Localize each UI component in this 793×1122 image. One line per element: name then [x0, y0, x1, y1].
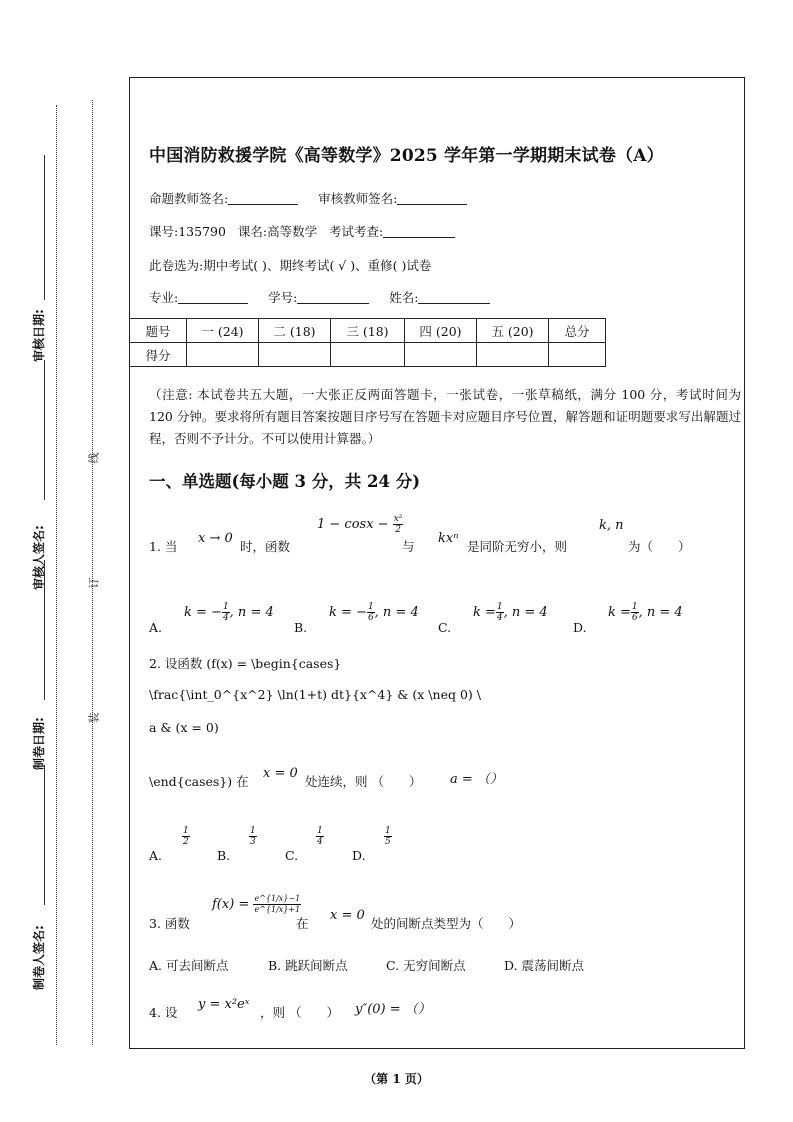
q1-option-k: k = − [329, 605, 367, 620]
score-cell[interactable] [259, 343, 331, 367]
student-id-field[interactable] [297, 291, 369, 304]
binding-char-line: 线 [87, 452, 101, 464]
page-footer: （第 1 页） [364, 1072, 429, 1086]
q1-option-den: 4 [222, 613, 229, 623]
score-header: 五 (20) [477, 319, 549, 343]
q1-option-den: 4 [496, 613, 503, 623]
q2-a-eq: a = （） [450, 772, 503, 787]
binding-char-bind: 装 [87, 712, 101, 724]
q3-option[interactable]: D. 震荡间断点 [504, 958, 585, 973]
q1-g: kxⁿ [438, 531, 459, 546]
q3-frac-den: e^{1/x}+1 [254, 905, 301, 914]
q1-option-den: 6 [631, 613, 638, 623]
header-line-student [149, 288, 490, 306]
exam-notice: （注意: 本试卷共五大题，一大张正反两面答题卡，一张试卷，一张草稿纸，满分 100 分，考试时间为 120 分钟。要求将所有题目答案按题目序号写在答题卡对应题目序号位置，解答题和证明题要求写出解题过程，否则不予计分。不可以使用计算器。） [149, 387, 741, 446]
score-table [129, 318, 606, 367]
q1-option-label[interactable]: D. [573, 620, 587, 635]
q1-option-k: k = [473, 605, 496, 620]
exam-type-field[interactable] [383, 225, 455, 238]
q2-line4-tail: 处连续，则 （ ） [305, 774, 422, 789]
binding-line-inner [92, 100, 93, 1045]
q1-option-expr[interactable] [329, 602, 419, 623]
review-date-label: 审核日期: [32, 309, 46, 362]
score-header: 四 (20) [405, 319, 477, 343]
q1-option-n: , n = 4 [229, 605, 274, 620]
q2-option-num: 1 [385, 826, 391, 836]
q2-option-num: 1 [183, 826, 189, 836]
q1-option-num: 1 [367, 602, 374, 612]
name-field[interactable] [418, 291, 490, 304]
q1-option-n: , n = 4 [503, 605, 548, 620]
q2-option-den: 5 [385, 837, 391, 847]
q2-line3: a & (x = 0) [149, 720, 219, 735]
q1-frac-den: 2 [395, 525, 401, 535]
author-sign-label: 命题教师签名: [149, 191, 229, 206]
q1-mid: 时，函数 [240, 539, 291, 554]
reviewer-sign-field[interactable] [397, 192, 467, 205]
q2-line4: \end{cases}) 在 [149, 774, 249, 789]
q1-option-expr[interactable] [184, 602, 274, 623]
q2-option-num: 1 [317, 826, 323, 836]
score-header: 一 (24) [187, 319, 259, 343]
course-number: 课号:135790 [149, 224, 226, 239]
q3-option[interactable]: A. 可去间断点 [149, 958, 229, 973]
q1-wei: 为（ ） [628, 539, 691, 554]
q2-option-value[interactable] [249, 826, 257, 847]
header-line-course [149, 222, 455, 240]
q2-option-den: 2 [183, 837, 189, 847]
exam-kind-line: 此卷选为:期中考试( )、期终考试( √ )、重修( )试卷 [149, 258, 432, 273]
major-label: 专业: [149, 290, 179, 305]
prepare-date-label: 制卷日期: [32, 717, 46, 770]
q1-option-label[interactable]: A. [149, 620, 163, 635]
q2-option-den: 3 [250, 837, 256, 847]
q3-function [212, 894, 301, 915]
q1-option-n: , n = 4 [374, 605, 419, 620]
q1-option-num: 1 [222, 602, 229, 612]
exam-type-label: 考试考查: [329, 224, 384, 239]
score-cell[interactable] [405, 343, 477, 367]
score-cell[interactable] [477, 343, 549, 367]
q2-option-label[interactable]: D. [352, 848, 366, 863]
q2-option-label[interactable]: B. [217, 848, 231, 863]
score-header: 题号 [130, 319, 187, 343]
q1-option-k: k = − [184, 605, 222, 620]
q2-line2: \frac{\int_0^{x^2} \ln(1+t) dt}{x^4} & (x \neq 0) \ [149, 687, 481, 702]
author-sign-field[interactable] [228, 192, 298, 205]
score-header: 总分 [549, 319, 606, 343]
q2-option-value[interactable] [384, 826, 392, 847]
q1-option-label[interactable]: C. [438, 620, 452, 635]
q2-condition: x = 0 [263, 766, 298, 781]
q4-prefix: 4. 设 [149, 1005, 178, 1020]
score-header: 二 (18) [259, 319, 331, 343]
q3-option[interactable]: B. 跳跃间断点 [268, 958, 348, 973]
binding-char-order: 订 [87, 577, 101, 589]
sign-line-review-date [44, 155, 45, 300]
q3-function-name: f(x) = [212, 897, 250, 912]
q1-vars: k, n [599, 518, 624, 533]
sign-line-preparer [44, 765, 45, 905]
q2-option-value[interactable] [182, 826, 190, 847]
q2-option-value[interactable] [316, 826, 324, 847]
q1-option-expr[interactable] [473, 602, 548, 623]
q2-line1: 2. 设函数 (f(x) = \begin{cases} [149, 656, 342, 671]
exam-title: 中国消防救援学院《高等数学》2025 学年第一学期期末试卷（A） [149, 146, 664, 166]
q1-frac-num: x² [393, 514, 403, 524]
binding-line-outer [56, 105, 57, 1045]
q1-option-k: k = [608, 605, 631, 620]
preparer-sign-label: 制卷人签名: [32, 925, 46, 990]
score-row-label: 得分 [130, 343, 187, 367]
q3-zai: 在 [296, 916, 309, 931]
score-header: 三 (18) [331, 319, 405, 343]
q1-option-n: , n = 4 [638, 605, 683, 620]
q4-function: y = x²eˣ [198, 997, 250, 1012]
q1-tail: 是同阶无穷小，则 [467, 539, 568, 554]
q2-option-den: 4 [317, 837, 323, 847]
q1-option-label[interactable]: B. [294, 620, 308, 635]
sign-line-reviewer [44, 360, 45, 500]
q3-condition: x = 0 [330, 908, 365, 923]
q2-option-label[interactable]: C. [285, 848, 299, 863]
section-1-heading: 一、单选题(每小题 3 分，共 24 分) [149, 472, 421, 491]
q1-yu: 与 [402, 539, 415, 554]
q1-function [317, 514, 403, 535]
major-field[interactable] [178, 291, 248, 304]
q1-option-den: 6 [367, 613, 374, 623]
q1-function-text: 1 − cosx − [317, 517, 389, 532]
q3-prefix: 3. 函数 [149, 916, 190, 931]
name-label: 姓名: [389, 290, 419, 305]
reviewer-sign-label: 审核人签名: [32, 525, 46, 590]
reviewer-sign-label: 审核教师签名: [318, 191, 398, 206]
q1-option-num: 1 [496, 602, 503, 612]
q3-frac-num: e^{1/x}−1 [254, 894, 301, 903]
q3-option[interactable]: C. 无穷间断点 [386, 958, 466, 973]
q3-tail: 处的间断点类型为（ ） [371, 916, 522, 931]
q4-derivative: y″(0) = （） [355, 1002, 431, 1017]
q1-option-num: 1 [631, 602, 638, 612]
header-line-signatures [149, 189, 467, 207]
q1-prefix: 1. 当 [149, 539, 178, 554]
q2-option-label[interactable]: A. [149, 848, 163, 863]
student-id-label: 学号: [268, 290, 298, 305]
q1-option-expr[interactable] [608, 602, 683, 623]
q4-mid: ，则 （ ） [260, 1005, 339, 1020]
q2-option-num: 1 [250, 826, 256, 836]
score-cell[interactable] [549, 343, 606, 367]
course-name: 课名:高等数学 [237, 224, 318, 239]
q1-condition: x → 0 [198, 531, 233, 546]
score-cell[interactable] [331, 343, 405, 367]
score-cell[interactable] [187, 343, 259, 367]
